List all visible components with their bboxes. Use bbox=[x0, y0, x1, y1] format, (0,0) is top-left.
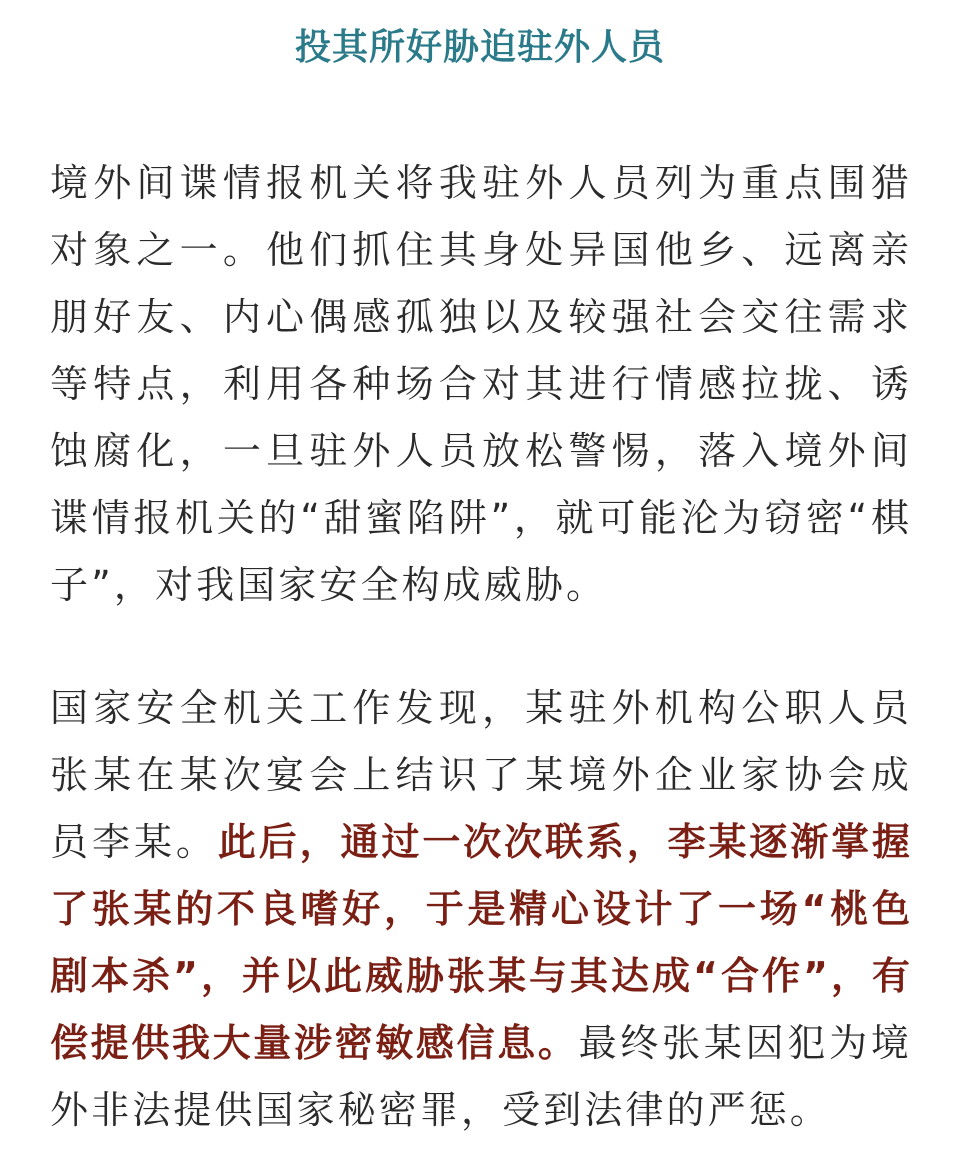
paragraph-2-intro: 国家安全机关工作发现，某驻外机构公职人员张某在某次宴会上结识了某境外企业家协会成员李某。 bbox=[50, 686, 912, 864]
paragraph-2 bbox=[50, 675, 912, 1144]
paragraph-2-conclusion: 最终张某因犯为境外非法提供国家秘密罪，受到法律的严惩。 bbox=[50, 1021, 912, 1132]
paragraph-1: 境外间谍情报机关将我驻外人员列为重点围猎对象之一。他们抓住其身处异国他乡、远离亲朋好友、内心偶感孤独以及较强社会交往需求等特点，利用各种场合对其进行情感拉拢、诱蚀腐化，一旦驻外人员放松警惕，落入境外间谍情报机关的“甜蜜陷阱”，就可能沦为窃密“棋子”，对我国家安全构成威胁。 bbox=[50, 161, 912, 607]
article-title: 投其所好胁迫驻外人员 bbox=[294, 27, 665, 68]
paragraph-2-highlight: 此后，通过一次次联系，李某逐渐掌握了张某的不良嗜好，于是精心设计了一场“桃色剧本杀”，并以此威胁张某与其达成“合作”，有偿提供我大量涉密敏感信息。 bbox=[50, 820, 912, 1065]
